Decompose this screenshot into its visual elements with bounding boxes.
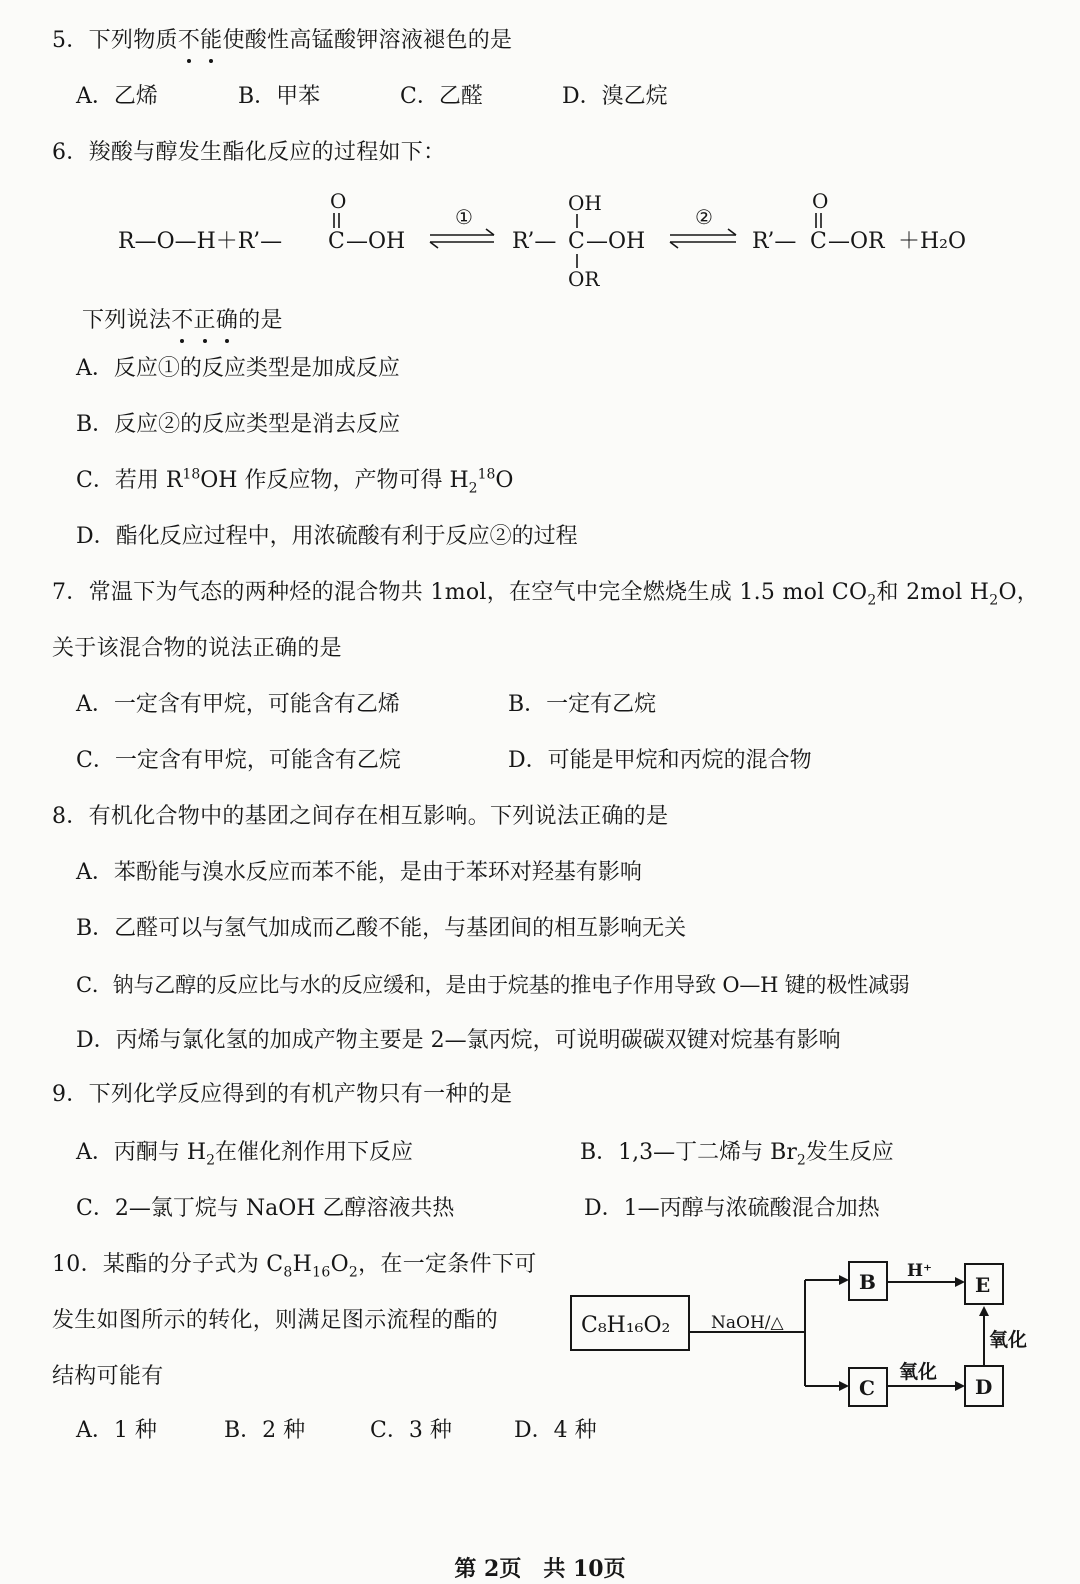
q9-stem: 9．下列化学反应得到的有机产物只有一种的是 xyxy=(52,1082,513,1107)
eq-product-or: —OR xyxy=(828,229,885,254)
q10-option-c: C．3 种 xyxy=(370,1418,452,1443)
q6-option-b: B．反应②的反应类型是消去反应 xyxy=(76,412,401,437)
q10-option-b: B．2 种 xyxy=(224,1418,306,1443)
q8-option-a: A．苯酚能与溴水反应而苯不能，是由于苯环对羟基有影响 xyxy=(76,860,642,885)
q6-option-d: D．酯化反应过程中，用浓硫酸有利于反应②的过程 xyxy=(76,524,578,549)
q8-option-d: D．丙烯与氯化氢的加成产物主要是 2—氯丙烷，可说明碳碳双键对烷基有影响 xyxy=(76,1028,841,1053)
eq-step1-label: ① xyxy=(455,205,473,229)
ester-formula: C₈H₁₆O₂ xyxy=(581,1313,671,1338)
q6-option-a: A．反应①的反应类型是加成反应 xyxy=(76,356,400,381)
oxidation-label-1: 氧化 xyxy=(899,1361,938,1383)
oxidation-label-2: 氧化 xyxy=(989,1329,1028,1351)
eq-intermediate-oh: —OH xyxy=(586,229,646,254)
q5-stem: 5．下列物质不能使酸性高锰酸钾溶液褪色的是 xyxy=(52,26,512,56)
conversion-flowchart xyxy=(565,1260,1045,1430)
q9-option-c: C．2—氯丁烷与 NaOH 乙醇溶液共热 xyxy=(76,1196,455,1221)
eq-water: ＋H₂O xyxy=(898,229,967,254)
q5-option-c: C．乙醛 xyxy=(400,84,483,109)
q5-option-a: A．乙烯 xyxy=(76,84,158,109)
label-d: D xyxy=(975,1375,993,1399)
eq-product-o: O xyxy=(812,189,829,213)
q5-option-b: B．甲苯 xyxy=(238,84,321,109)
q6-stem: 6．羧酸与醇发生酯化反应的过程如下： xyxy=(52,140,446,165)
label-b: B xyxy=(859,1270,876,1294)
q7-stem: 7．常温下为气态的两种烃的混合物共 1mol，在空气中完全燃烧生成 1.5 mol $CO_2$和 2mol $H_2O$， xyxy=(52,580,1040,609)
eq-oh: —OH xyxy=(346,229,406,254)
eq-product-c: C xyxy=(810,229,827,254)
q7-option-d: D．可能是甲烷和丙烷的混合物 xyxy=(508,748,812,773)
q8-option-b: B．乙醛可以与氢气加成而乙酸不能，与基团间的相互影响无关 xyxy=(76,916,687,941)
q10-stem-line2: 发生如图所示的转化，则满足图示流程的酯的 xyxy=(52,1308,499,1333)
q10-stem-line3: 结构可能有 xyxy=(52,1364,164,1389)
q7-option-c: C．一定含有甲烷，可能含有乙烷 xyxy=(76,748,401,773)
q9-option-a: A．丙酮与 $H_2$在催化剂作用下反应 xyxy=(76,1140,414,1169)
esterification-equation xyxy=(110,188,990,298)
q8-option-c: C．钠与乙醇的反应比与水的反应缓和，是由于烷基的推电子作用导致 O—H 键的极性减弱 xyxy=(76,973,910,997)
eq-intermediate-or: OR xyxy=(568,267,600,291)
label-c: C xyxy=(859,1376,875,1400)
q9-option-b: B．1,3—丁二烯与 $Br_2$发生反应 xyxy=(580,1140,894,1169)
eq-intermediate-oh-top: OH xyxy=(568,191,602,215)
eq-intermediate-r: R’— xyxy=(512,229,557,254)
q8-stem: 8．有机化合物中的基团之间存在相互影响。下列说法正确的是 xyxy=(52,804,669,829)
label-e: E xyxy=(975,1273,991,1297)
q7-option-a: A．一定含有甲烷，可能含有乙烯 xyxy=(76,692,400,717)
eq-carbon: C xyxy=(328,229,345,254)
eq-product-r: R’— xyxy=(752,229,797,254)
eq-carbonyl-o: O xyxy=(330,189,347,213)
q6-option-c: C．若用 $R^{18}OH$ 作反应物，产物可得 $H_2^{18}O$ xyxy=(76,466,514,497)
page-footer: 第 2页 共 10页 xyxy=(454,1556,626,1582)
q5-option-d: D．溴乙烷 xyxy=(562,84,668,109)
eq-intermediate-c: C xyxy=(568,229,585,254)
acid-label: H⁺ xyxy=(907,1261,933,1281)
q9-option-d: D．1—丙醇与浓硫酸混合加热 xyxy=(584,1196,880,1221)
eq-reactants: R—O—H＋R’— xyxy=(118,229,283,254)
q7-stem-continued: 关于该混合物的说法正确的是 xyxy=(52,636,342,661)
q6-question: 下列说法不正确的是 xyxy=(82,306,283,336)
q10-option-a: A．1 种 xyxy=(76,1418,157,1443)
eq-step2-label: ② xyxy=(695,205,713,229)
q7-option-b: B．一定有乙烷 xyxy=(508,692,657,717)
q10-option-d: D．4 种 xyxy=(514,1418,597,1443)
q10-stem-line1: 10．某酯的分子式为 $C_8H_{16}O_2$，在一定条件下可 xyxy=(52,1252,537,1281)
naoh-condition: NaOH/△ xyxy=(711,1313,784,1333)
